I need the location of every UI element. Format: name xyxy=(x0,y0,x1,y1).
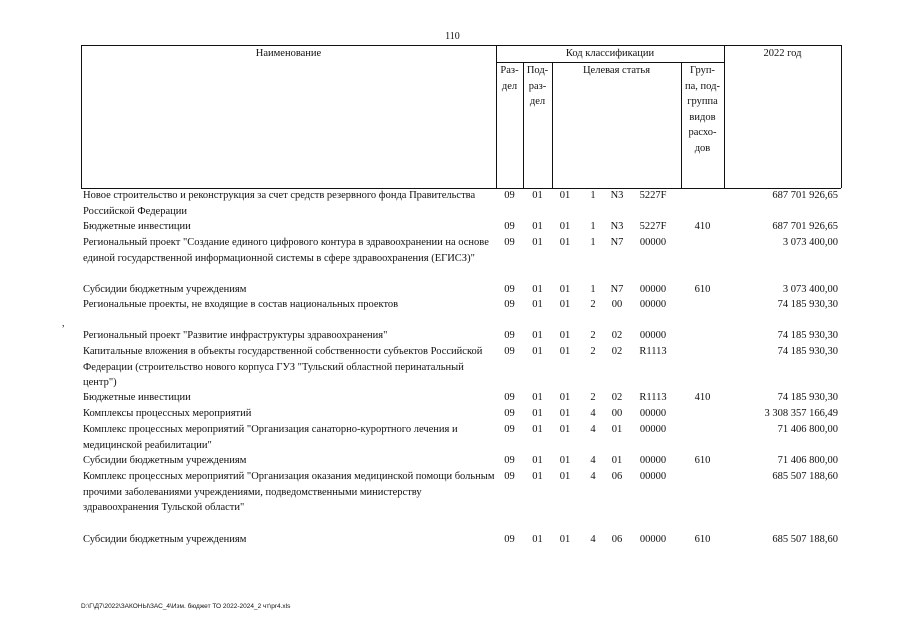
row-code-t1: 01 xyxy=(559,299,571,310)
row-name: Комплексы процессных мероприятий xyxy=(83,408,252,419)
row-code-pr: 01 xyxy=(532,534,543,545)
row-code-t3: 02 xyxy=(611,330,623,341)
row-name: Региональный проект "Создание единого цифрового контура в здравоохранении на основе единой государственной информационной системы в сфере здравоохранения (ЕГИСЗ)" xyxy=(83,237,489,264)
row-code-vr: 410 xyxy=(694,392,711,403)
row-code-t4: 00000 xyxy=(639,534,667,545)
row-code-t2: 4 xyxy=(590,471,596,482)
row-code-t3: 06 xyxy=(611,471,623,482)
row-code-t1: 01 xyxy=(559,408,571,419)
row-code-t2: 2 xyxy=(590,392,596,403)
row-code-t2: 2 xyxy=(590,346,596,357)
row-amount: 3 308 357 166,49 xyxy=(764,408,838,419)
row-code-vr: 610 xyxy=(694,455,711,466)
row-code-t2: 4 xyxy=(590,424,596,435)
row-code-t4: 00000 xyxy=(639,237,667,248)
row-code-t2: 4 xyxy=(590,534,596,545)
row-code-t4: R1113 xyxy=(639,392,667,403)
row-code-t4: 00000 xyxy=(639,424,667,435)
row-name: Региональный проект "Развитие инфраструктуры здравоохранения" xyxy=(83,330,388,341)
row-code-rz: 09 xyxy=(504,408,515,419)
row-code-t3: N7 xyxy=(610,237,624,248)
row-code-rz: 09 xyxy=(504,534,515,545)
row-code-t1: 01 xyxy=(559,221,571,232)
page-number: 110 xyxy=(445,31,460,42)
row-code-t4: 00000 xyxy=(639,330,667,341)
header-year: 2022 год xyxy=(763,48,802,59)
row-amount: 685 507 188,60 xyxy=(772,534,838,545)
margin-mark: , xyxy=(62,318,65,329)
row-name: Комплекс процессных мероприятий "Организация оказания медицинской помощи больным прочими заболеваниями учреждениями, подведомственными министерству здравоохранения Тульской области" xyxy=(83,471,495,513)
row-code-rz: 09 xyxy=(504,221,515,232)
row-amount: 74 185 930,30 xyxy=(777,299,838,310)
row-code-t1: 01 xyxy=(559,284,571,295)
row-amount: 74 185 930,30 xyxy=(777,346,838,357)
row-amount: 3 073 400,00 xyxy=(782,284,838,295)
row-code-pr: 01 xyxy=(532,284,543,295)
row-code-t1: 01 xyxy=(559,190,571,201)
row-code-pr: 01 xyxy=(532,299,543,310)
row-code-pr: 01 xyxy=(532,346,543,357)
header-group: Груп- па, под- группа видов расхо- дов xyxy=(685,65,720,154)
row-code-rz: 09 xyxy=(504,392,515,403)
row-code-pr: 01 xyxy=(532,455,543,466)
row-code-t3: 02 xyxy=(611,392,623,403)
row-amount: 685 507 188,60 xyxy=(772,471,838,482)
row-code-pr: 01 xyxy=(532,237,543,248)
row-amount: 687 701 926,65 xyxy=(772,221,838,232)
row-amount: 74 185 930,30 xyxy=(777,330,838,341)
row-code-vr: 610 xyxy=(694,534,711,545)
row-name: Бюджетные инвестиции xyxy=(83,392,191,403)
row-code-t1: 01 xyxy=(559,237,571,248)
row-code-pr: 01 xyxy=(532,330,543,341)
row-code-t3: N3 xyxy=(610,190,624,201)
row-code-t4: 5227F xyxy=(639,190,667,201)
row-name: Новое строительство и реконструкция за счет средств резервного фонда Правительства Российской Федерации xyxy=(83,190,476,217)
row-code-pr: 01 xyxy=(532,471,543,482)
row-code-t1: 01 xyxy=(559,392,571,403)
row-code-t2: 2 xyxy=(590,299,596,310)
row-amount: 71 406 800,00 xyxy=(777,424,838,435)
row-amount: 74 185 930,30 xyxy=(777,392,838,403)
row-amount: 687 701 926,65 xyxy=(772,190,838,201)
row-code-t4: 00000 xyxy=(639,284,667,295)
row-code-vr: 610 xyxy=(694,284,711,295)
row-code-t3: 06 xyxy=(611,534,623,545)
header-name: Наименование xyxy=(255,48,322,59)
row-code-pr: 01 xyxy=(532,221,543,232)
row-code-t2: 4 xyxy=(590,455,596,466)
row-code-t3: 01 xyxy=(611,424,623,435)
row-code-rz: 09 xyxy=(504,284,515,295)
row-code-t2: 1 xyxy=(590,190,596,201)
row-code-pr: 01 xyxy=(532,190,543,201)
row-code-rz: 09 xyxy=(504,330,515,341)
row-code-t3: 01 xyxy=(611,455,623,466)
row-code-t4: R1113 xyxy=(639,346,667,357)
row-code-t3: N7 xyxy=(610,284,624,295)
row-code-rz: 09 xyxy=(504,190,515,201)
row-name: Капитальные вложения в объекты государственной собственности субъектов Российской Федерации (строительство нового корпуса ГУЗ "Тульский областной перинатальный центр") xyxy=(83,346,483,388)
row-code-t3: 02 xyxy=(611,346,623,357)
header-razdel: Раз- дел xyxy=(500,65,519,92)
row-code-pr: 01 xyxy=(532,408,543,419)
row-code-rz: 09 xyxy=(504,471,515,482)
row-code-t2: 2 xyxy=(590,330,596,341)
row-code-t3: 00 xyxy=(611,299,623,310)
row-code-rz: 09 xyxy=(504,424,515,435)
row-code-t4: 00000 xyxy=(639,471,667,482)
row-code-t1: 01 xyxy=(559,455,571,466)
row-amount: 71 406 800,00 xyxy=(777,455,838,466)
row-code-rz: 09 xyxy=(504,299,515,310)
row-code-rz: 09 xyxy=(504,346,515,357)
row-code-pr: 01 xyxy=(532,424,543,435)
row-name: Субсидии бюджетным учреждениям xyxy=(83,284,247,295)
row-name: Бюджетные инвестиции xyxy=(83,221,191,232)
row-name: Комплекс процессных мероприятий "Организация санаторно-курортного лечения и медицинской реабилитации" xyxy=(83,424,458,451)
row-code-t2: 1 xyxy=(590,221,596,232)
row-code-vr: 410 xyxy=(694,221,711,232)
row-name: Субсидии бюджетным учреждениям xyxy=(83,534,247,545)
row-name: Региональные проекты, не входящие в состав национальных проектов xyxy=(83,299,399,310)
row-code-t4: 00000 xyxy=(639,408,667,419)
row-code-t2: 4 xyxy=(590,408,596,419)
row-amount: 3 073 400,00 xyxy=(782,237,838,248)
row-code-t4: 00000 xyxy=(639,455,667,466)
row-code-rz: 09 xyxy=(504,237,515,248)
row-code-t4: 5227F xyxy=(639,221,667,232)
row-code-t1: 01 xyxy=(559,471,571,482)
row-code-t2: 1 xyxy=(590,284,596,295)
row-code-t1: 01 xyxy=(559,534,571,545)
row-code-t1: 01 xyxy=(559,424,571,435)
table-header xyxy=(81,45,841,188)
row-name: Субсидии бюджетным учреждениям xyxy=(83,455,247,466)
row-code-pr: 01 xyxy=(532,392,543,403)
header-target: Целевая статья xyxy=(582,65,651,76)
row-code-t1: 01 xyxy=(559,346,571,357)
row-code-t3: 00 xyxy=(611,408,623,419)
header-podrazdel: Под- раз- дел xyxy=(526,65,549,107)
row-code-t4: 00000 xyxy=(639,299,667,310)
row-code-t2: 1 xyxy=(590,237,596,248)
row-code-t1: 01 xyxy=(559,330,571,341)
file-path-footer: D:\Г\Д7\2022\ЗАКОНЫ\ЗАС_4\Изм. бюджет ТО 2022-2024_2 чт\pr4.xls xyxy=(81,603,291,610)
header-code: Код классификации xyxy=(565,48,655,59)
row-code-rz: 09 xyxy=(504,455,515,466)
row-code-t3: N3 xyxy=(610,221,624,232)
